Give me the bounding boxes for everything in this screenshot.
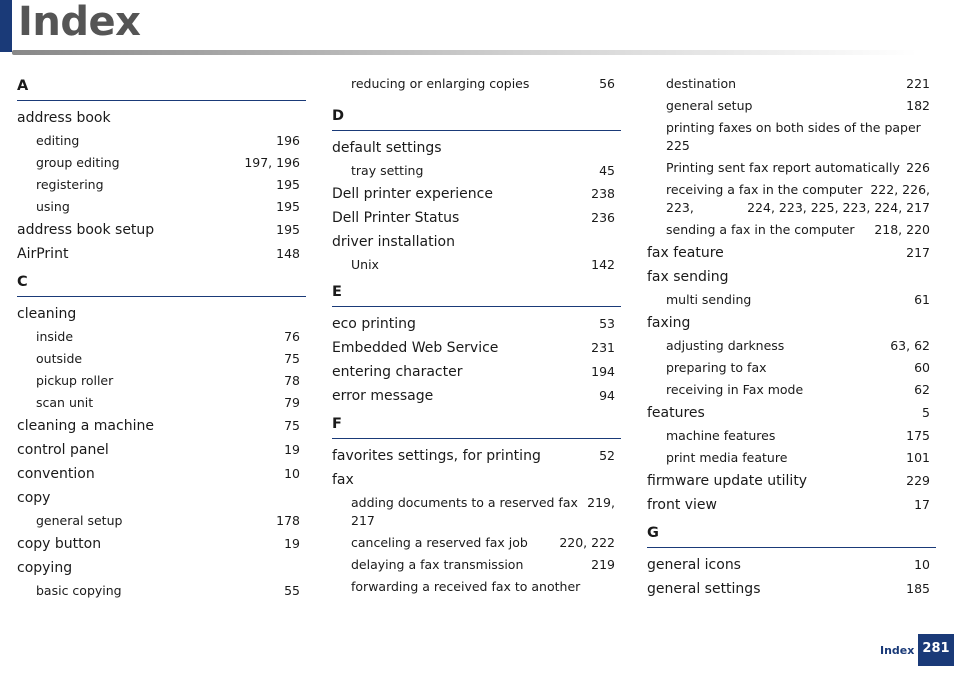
index-entry[interactable]: features 5: [647, 401, 936, 425]
index-subentry[interactable]: general setup 182: [647, 95, 936, 117]
index-entry[interactable]: general icons 10: [647, 553, 936, 577]
index-entry[interactable]: convention 10: [17, 462, 306, 486]
index-subentry[interactable]: Printing sent fax report automatically 226: [647, 157, 936, 179]
index-entry[interactable]: Dell Printer Status 236: [332, 206, 621, 230]
page-ref[interactable]: 78: [284, 373, 300, 388]
page-ref[interactable]: 224, 223, 225, 223, 224, 217: [747, 200, 930, 215]
page-ref[interactable]: 101: [906, 450, 930, 465]
page-title: Index: [18, 0, 141, 45]
page-ref[interactable]: 195: [276, 177, 300, 192]
index-entry[interactable]: error message 94: [332, 384, 621, 408]
page-ref[interactable]: 219: [591, 557, 615, 572]
page-ref[interactable]: 195: [276, 199, 300, 214]
index-column-2: [332, 73, 621, 598]
page-ref[interactable]: 222, 226,: [870, 182, 930, 197]
page-ref[interactable]: 148: [276, 246, 300, 261]
page-ref[interactable]: 196: [276, 133, 300, 148]
title-accent-bar: [0, 0, 12, 52]
page-ref[interactable]: 218, 220: [874, 222, 930, 237]
title-divider: [12, 50, 917, 55]
page-ref[interactable]: 19: [284, 536, 300, 551]
page-ref[interactable]: 17: [914, 497, 930, 512]
index-entry[interactable]: address book: [17, 110, 111, 126]
index-entry[interactable]: general settings 185: [647, 577, 936, 601]
index-entry[interactable]: faxing: [647, 315, 691, 331]
index-entry[interactable]: copying: [17, 560, 73, 576]
page-ref[interactable]: 236: [591, 210, 615, 225]
page-ref[interactable]: 60: [914, 360, 930, 375]
page-ref[interactable]: 56: [599, 76, 615, 91]
index-subentry[interactable]: adding documents to a reserved fax 219, 217: [351, 495, 615, 528]
page-ref[interactable]: 185: [906, 581, 930, 596]
page-number-badge: 281: [918, 634, 954, 666]
page-ref[interactable]: 61: [914, 292, 930, 307]
page-ref[interactable]: 195: [276, 222, 300, 237]
index-subentry[interactable]: registering 195: [17, 174, 306, 196]
index-subentry[interactable]: machine features 175: [647, 425, 936, 447]
page-ref[interactable]: 52: [599, 448, 615, 463]
index-subentry[interactable]: group editing 197, 196: [17, 152, 306, 174]
footer-section-label: Index: [880, 644, 915, 657]
page-ref[interactable]: 217: [906, 245, 930, 260]
index-entry[interactable]: eco printing 53: [332, 312, 621, 336]
index-subentry[interactable]: reducing or enlarging copies 56: [332, 73, 621, 95]
page-ref[interactable]: 226: [906, 160, 930, 175]
section-letter-a: A: [17, 73, 306, 101]
index-subentry[interactable]: destination 221: [647, 73, 936, 95]
page-ref[interactable]: 217: [351, 513, 375, 528]
index-subentry[interactable]: canceling a reserved fax job 220, 222: [332, 532, 621, 554]
index-column-3: [647, 73, 936, 601]
index-entry[interactable]: Embedded Web Service 231: [332, 336, 621, 360]
page-ref[interactable]: 53: [599, 316, 615, 331]
section-letter-f: F: [332, 411, 621, 439]
index-entry[interactable]: front view 17: [647, 493, 936, 517]
index-subentry[interactable]: basic copying 55: [17, 580, 306, 602]
page-ref[interactable]: 75: [284, 351, 300, 366]
index-subentry[interactable]: scan unit 79: [17, 392, 306, 414]
index-subentry[interactable]: receiving in Fax mode 62: [647, 379, 936, 401]
page-ref[interactable]: 5: [922, 405, 930, 420]
index-subentry[interactable]: printing faxes on both sides of the paper 225: [666, 120, 921, 153]
index-subentry[interactable]: using 195: [17, 196, 306, 218]
index-subentry[interactable]: editing 196: [17, 130, 306, 152]
page-ref[interactable]: 225: [666, 138, 690, 153]
index-entry[interactable]: driver installation: [332, 234, 455, 250]
index-subentry[interactable]: print media feature 101: [647, 447, 936, 469]
page-ref[interactable]: 178: [276, 513, 300, 528]
index-subentry[interactable]: Unix 142: [332, 254, 621, 276]
index-entry[interactable]: fax sending: [647, 269, 729, 285]
page-ref[interactable]: 10: [914, 557, 930, 572]
page-ref[interactable]: 142: [591, 257, 615, 272]
index-subentry[interactable]: delaying a fax transmission 219: [332, 554, 621, 576]
page-ref[interactable]: 229: [906, 473, 930, 488]
index-subentry[interactable]: tray setting 45: [332, 160, 621, 182]
index-entry[interactable]: control panel 19: [17, 438, 306, 462]
page-ref[interactable]: 62: [914, 382, 930, 397]
section-letter-c: C: [17, 269, 306, 297]
index-entry[interactable]: AirPrint 148: [17, 242, 306, 266]
index-entry[interactable]: copy: [17, 490, 51, 506]
index-entry[interactable]: copy button 19: [17, 532, 306, 556]
page-ref[interactable]: 45: [599, 163, 615, 178]
page-ref[interactable]: 223,: [666, 200, 694, 215]
index-subentry[interactable]: pickup roller 78: [17, 370, 306, 392]
page-ref[interactable]: 175: [906, 428, 930, 443]
index-subentry[interactable]: general setup 178: [17, 510, 306, 532]
index-entry[interactable]: cleaning: [17, 306, 77, 322]
page-ref[interactable]: 219,: [587, 495, 615, 510]
page-ref[interactable]: 76: [284, 329, 300, 344]
page-ref[interactable]: 231: [591, 340, 615, 355]
page-ref[interactable]: 19: [284, 442, 300, 457]
page-ref[interactable]: 79: [284, 395, 300, 410]
index-entry[interactable]: default settings: [332, 140, 442, 156]
page-ref[interactable]: 221: [906, 76, 930, 91]
index-subentry[interactable]: inside 76: [17, 326, 306, 348]
page-ref[interactable]: 220, 222: [559, 535, 615, 550]
index-entry[interactable]: Dell printer experience 238: [332, 182, 621, 206]
page-ref[interactable]: 238: [591, 186, 615, 201]
index-entry[interactable]: fax: [332, 472, 354, 488]
index-entry[interactable]: entering character 194: [332, 360, 621, 384]
index-entry[interactable]: favorites settings, for printing 52: [332, 444, 621, 468]
page-ref[interactable]: 75: [284, 418, 300, 433]
page-ref[interactable]: 63, 62: [890, 338, 930, 353]
index-entry[interactable]: address book setup 195: [17, 218, 306, 242]
page-ref[interactable]: 182: [906, 98, 930, 113]
index-entry[interactable]: fax feature 217: [647, 241, 936, 265]
index-subentry[interactable]: preparing to fax 60: [647, 357, 936, 379]
page-ref[interactable]: 55: [284, 583, 300, 598]
page-ref[interactable]: 94: [599, 388, 615, 403]
page-ref[interactable]: 10: [284, 466, 300, 481]
index-subentry[interactable]: outside 75: [17, 348, 306, 370]
index-column-1: [17, 73, 306, 602]
index-subentry[interactable]: forwarding a received fax to another: [351, 579, 581, 594]
index-subentry[interactable]: receiving a fax in the computer 222, 226, 223, 224, 223, 225, 223, 224, 217: [666, 182, 930, 215]
index-entry[interactable]: cleaning a machine 75: [17, 414, 306, 438]
page-ref[interactable]: 197, 196: [244, 155, 300, 170]
index-subentry[interactable]: sending a fax in the computer 218, 220: [647, 219, 936, 241]
section-letter-e: E: [332, 279, 621, 307]
section-letter-g: G: [647, 520, 936, 548]
section-letter-d: D: [332, 103, 621, 131]
page-ref[interactable]: 194: [591, 364, 615, 379]
index-subentry[interactable]: multi sending 61: [647, 289, 936, 311]
index-entry[interactable]: firmware update utility 229: [647, 469, 936, 493]
index-subentry[interactable]: adjusting darkness 63, 62: [647, 335, 936, 357]
